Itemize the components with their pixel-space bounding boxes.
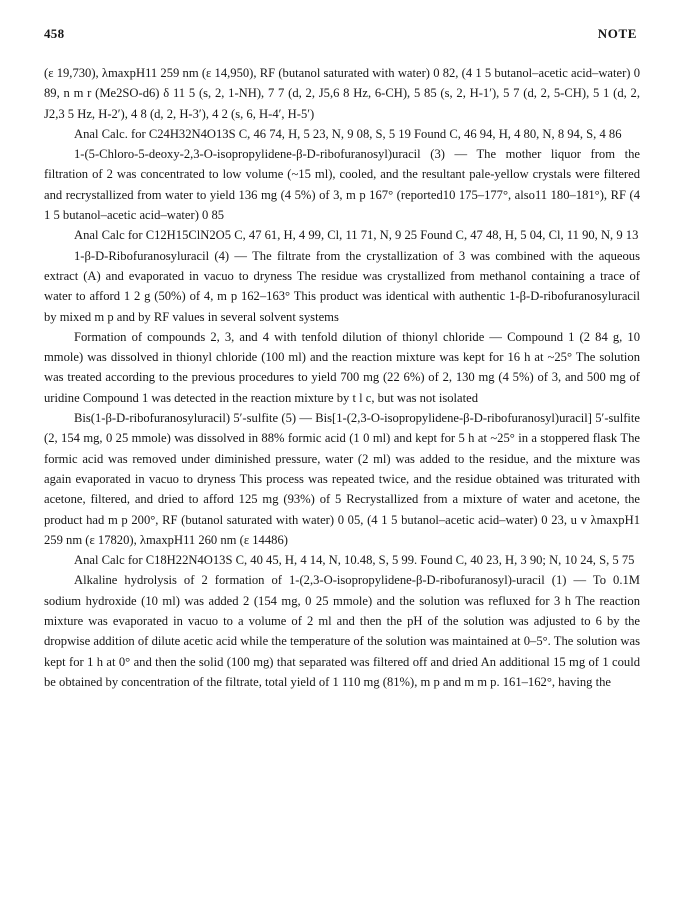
alkaline-hydrolysis-paragraph: Alkaline hydrolysis of 2 formation of 1-(2,3-O-isopropylidene-β-D-ribofuranosyl)-uracil (1) — To 0.1M sodium hydroxide (10 ml) was added 2 (154 mg, 0 25 mmole) and the solution was refluxed for 3 h The reaction mixture was evaporated in vacuo to a volume of 2 ml and then the pH of the solution was adjusted to 6 by the dropwise addition of dilute acetic acid while the temperature of the solution was maintained at 0–5°. The solution was kept for 1 h at 0° and then the solid (100 mg) that separated was filtered off and dried An additional 15 mg of 1 could be obtained by concentration of the filtrate, total yield of 1 110 mg (81%), m p and m m p. 161–162°, having the	[44, 573, 640, 689]
compound-3-paragraph: 1-(5-Chloro-5-deoxy-2,3-O-isopropylidene-β-D-ribofuranosyl)uracil (3) — The mother liquor from the filtration of 2 was concentrated to low volume (~15 ml), cooled, and the resultant pale-yellow crystals were filtered and recrystallized from water to yield 136 mg (4 5%) of 3, m p 167° (reported10 175–177°, also11 180–181°), RF (4 1 5 butanol–acetic acid–water) 0 85	[44, 147, 640, 223]
analysis-paragraph-3: Anal Calc for C12H15ClN2O5 C, 47 61, H, 4 99, Cl, 11 71, N, 9 25 Found C, 47 48, H, 5 04, Cl, 11 90, N, 9 13	[74, 228, 639, 243]
article-body	[44, 63, 640, 692]
section-label: NOTE	[597, 26, 637, 41]
compound-5-paragraph: Bis(1-β-D-ribofuranosyluracil) 5′-sulfite (5) — Bis[1-(2,3-O-isopropylidene-β-D-ribofuranosyl)uracil] 5′-sulfite (2, 154 mg, 0 25 mmole) was dissolved in 88% formic acid (1 0 ml) and kept for 5 h at ~25° in a stoppered flask The formic acid was removed under diminished pressure, water (2 ml) was added to the residue, and the mixture was again evaporated in vacuo to dryness This process was repeated twice, and the residue obtained was triturated with acetone, filtered, and dried to afford 125 mg (93%) of 5 Recrystallized from a mixture of water and acetone, the product had m p 200°, RF (butanol saturated with water) 0 05, (4 1 5 butanol–acetic acid–water) 0 23, u v λmaxpH1 259 nm (ε 17820), λmaxpH11 260 nm (ε 14486)	[44, 411, 640, 547]
page-number: 458	[44, 26, 65, 41]
uv-nmr-data-paragraph: (ε 19,730), λmaxpH11 259 nm (ε 14,950), RF (butanol saturated with water) 0 82, (4 1 5 butanol–acetic acid–water) 0 89, n m r (Me2SO-d6) δ 11 5 (s, 2, 1-NH), 7 7 (d, 2, J5,6 8 Hz, 6-CH), 5 85 (s, 2, H-1′), 5 7 (d, 2, 5-CH), 5 1 (d, 2, J2,3 5 Hz, H-2′), 4 8 (d, 2, H-3′), 4 2 (s, 6, H-4′, H-5′)	[44, 66, 640, 121]
compound-4-paragraph: 1-β-D-Ribofuranosyluracil (4) — The filtrate from the crystallization of 3 was combined with the aqueous extract (A) and evaporated in vacuo to dryness The residue was crystallized from methanol containing a trace of water to afford 1 2 g (50%) of 4, m p 162–163° This product was identical with authentic 1-β-D-ribofuranosyluracil by mixed m p and by RF values in several solvent systems	[44, 248, 640, 324]
running-header	[44, 26, 637, 46]
analysis-paragraph-5: Anal Calc for C18H22N4O13S C, 40 45, H, 4 14, N, 10.48, S, 5 99. Found C, 40 23, H, 3 90; N, 10 24, S, 5 75	[74, 553, 635, 568]
tenfold-dilution-paragraph: Formation of compounds 2, 3, and 4 with tenfold dilution of thionyl chloride — Compound 1 (2 84 g, 10 mmole) was dissolved in thionyl chloride (100 ml) and the reaction mixture was kept for 16 h at ~25° The solution was treated according to the previous procedures to yield 700 mg (22 6%) of 2, 130 mg (4 5%) of 3, and 500 mg of uridine Compound 1 was detected in the reaction mixture by t l c, but was not isolated	[44, 329, 640, 405]
analysis-paragraph-2: Anal Calc. for C24H32N4O13S C, 46 74, H, 5 23, N, 9 08, S, 5 19 Found C, 46 94, H, 4 80, N, 8 94, S, 4 86	[74, 126, 622, 141]
